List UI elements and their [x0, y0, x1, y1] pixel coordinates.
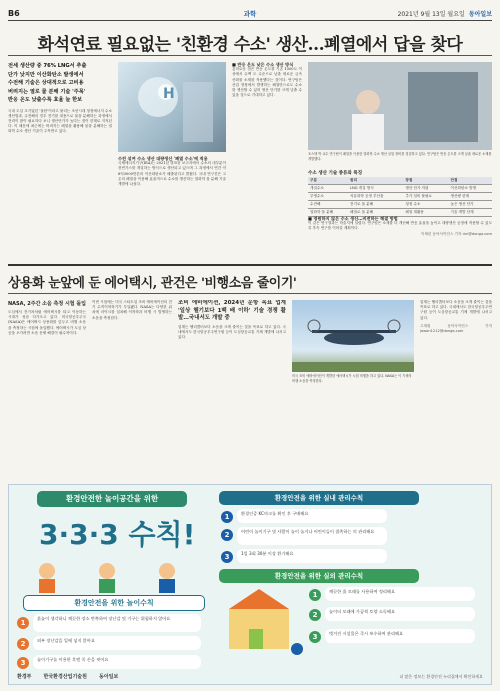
- lead-line: 전세 생산량 중 76% LNG서 추출: [8, 63, 87, 69]
- article1-body-col3: 흥미로운 점은 반응 온도를 기존 1500도 이상에서 수백 도 수준으로 낮춘 새로운 금속 산화물 소재를 적용했다는 것이다. 연구팀은 산업 현장에서 발생하는 폐열만으로도 수소를 생산할 수 있어 생산 단가를 크게 낮출 수 있을 것으로 기대하고 있다.: [232, 67, 302, 98]
- article2-col3: [178, 300, 286, 478]
- rule-number-icon: 3: [17, 657, 29, 669]
- lead-line: 수전해 기술은 상대적으로 고비용: [8, 80, 84, 86]
- ad-footer-note: 더 많은 정보는 환경안전 누리집에서 확인하세요: [399, 674, 483, 679]
- table-title: 수소 생산 기술 종류와 특징: [308, 171, 363, 176]
- lab-photo: [118, 62, 226, 152]
- ad-right-item: 환경인증 KC마크를 확인 후 구매해요: [237, 509, 387, 523]
- table-cell: 추가 설비 불필요: [403, 193, 448, 201]
- article1-body-col2: 국제에너지기구(IEA)는 2021년 발표한 보고서에서 수소의 대부분이 천연가스를 개질하는 방식으로 생산되고 있으며 그 과정에서 연간 약 8억3000만톤의 이산화탄소가 배출된다고 밝혔다. 국내 연구진은 고온의 폐열을 이용해 효율적으로 수소를 생산하는 열화학 물 분해 기술 개발에 나섰다.: [118, 161, 226, 187]
- table-row: [308, 193, 492, 201]
- article1-col4: [308, 216, 492, 256]
- sponsor-logo: 동아일보: [98, 674, 119, 680]
- rule-number-icon: 3: [221, 551, 233, 563]
- article1-lead-column: [8, 62, 112, 260]
- article2-body-col1: 도심에서 전기차처럼 에어택시를 타고 이동하는 시대가 성큼 다가오고 있다. 미국항공우주국(NASA)은 에어택시 상용화를 앞두고 비행 소음을 측정하는 시험에 돌입했다. 에어택시가 도심 상공을 오가려면 소음 문제 해결이 필수적이다.: [8, 310, 86, 335]
- rule-number-icon: 1: [17, 617, 29, 629]
- article2-body-col3: 업계는 헬리콥터보다 소음을 크게 줄이는 것을 목표로 하고 있다. 국내에서도 한국항공우주연구원 등이 도심항공교통 기체 개발에 나서고 있다.: [178, 324, 286, 339]
- ad-left-title2: 환경안전을 위한 놀이수칙: [23, 595, 205, 611]
- sponsor-logo: 환경부: [17, 674, 32, 680]
- table-header: 장점: [403, 177, 448, 185]
- researcher-photo: [308, 62, 492, 150]
- article1-col3: [232, 62, 302, 260]
- article1-body-col4: 이 같은 연구결과는 학술지에 실렸다. 연구팀은 소재를 더 개선해 반응 효율을 높이고 대량생산 공정에 적용할 수 있도록 후속 연구를 이어갈 계획이다.: [308, 221, 492, 231]
- table-cell: LNG 개질 방식: [348, 185, 403, 193]
- issue-date: 2021년 9월 13일 월요일: [397, 10, 465, 18]
- lab-photo-illustration: [118, 62, 226, 152]
- rule-number-icon: 2: [309, 609, 321, 621]
- ad-right-item: 깨끗한 흙 모래를 사용하여 정리해요: [325, 587, 475, 601]
- table-cell: 생산량 한계: [449, 193, 492, 201]
- table-cell: 수전해: [308, 201, 348, 209]
- rule-number-icon: 1: [221, 511, 233, 523]
- ad-left-item: 외부 장난감을 입에 넣지 않아요: [33, 636, 201, 650]
- air-taxi-caption: 미국 조비 에비에이션이 개발한 에어택시가 시험 비행을 하고 있다. NASA는 이 기체의 비행 소음을 측정한다.: [292, 374, 412, 383]
- page-number: B6: [8, 8, 20, 18]
- rule-number-icon: 1: [309, 589, 321, 601]
- headline2-rule: [8, 293, 492, 294]
- ad-right-item: 벗겨진 시설물은 즉시 보수하여 관리해요: [325, 629, 475, 643]
- ad-right-title2: 환경안전을 위한 실외 관리수칙: [219, 569, 419, 583]
- table-cell: 석유화학 공정 부산물: [348, 193, 403, 201]
- article1-lead: [8, 62, 112, 105]
- publication-name: 동아일보: [468, 10, 492, 18]
- air-taxi-illustration: [292, 300, 414, 372]
- rule-number-icon: 3: [309, 631, 321, 643]
- page-header: [8, 6, 492, 21]
- air-taxi-photo: [292, 300, 414, 372]
- table-cell: 기술 개발 단계: [449, 209, 492, 217]
- hydrogen-table: [308, 177, 492, 217]
- table-row: [308, 185, 492, 193]
- article1-body-col1: 국내 도입 초기였던 '물탄'이라고 불리는 조선시대 청정에너지 수소 생산법과, 수전해의 경우 전기를 대용으로 물을 분해하는 과정에서 전력이 많이 필요하다 보니 생산단가가 높다는 점이 한계로 지적된다. 이 때문에 최근에는 버려지는 폐열을 활용해 물을 분해하는 열화학 수소 생산 기술이 주목받고 있다.: [8, 108, 112, 134]
- article1-col2: [118, 156, 226, 260]
- section-divider: [8, 264, 492, 266]
- lead-line: 단가 낮지만 이산화탄소 발생에서: [8, 71, 84, 78]
- table-header: 원리: [348, 177, 403, 185]
- ad-right-item: 놀이터 모래에 가끔씩 토양 소독해요: [325, 607, 475, 621]
- article2-body-col2: 이번 시험에는 미국 스타트업 조비 에비에이션의 전기 수직이착륙기가 투입됐다. NASA는 다양한 위치에 마이크를 설치해 이착륙과 비행 시 발생하는 소음을 측정한다.: [92, 300, 172, 320]
- ad-left-item: 놀이기구를 이용한 후엔 꼭 손을 씻어요: [33, 655, 201, 669]
- table-cell: 청정 수소: [403, 201, 448, 209]
- rule-number-icon: 2: [221, 529, 233, 541]
- children-illustration: [17, 553, 207, 593]
- article2-body-col4: 업계는 헬리콥터보다 소음을 크게 줄이는 것을 목표로 하고 있다. 국내에서도 한국항공우주연구원 등이 도심항공교통 기체 개발에 나서고 있다.: [420, 300, 492, 320]
- table-row: [308, 201, 492, 209]
- ad-left-item: 흙놀이 생각하니 깨끗한 장소 반쪽하여 장난감 및 기구는 위험하지 않아요: [33, 614, 201, 632]
- article1-col4-sub: ■ 영원하지 않은 수소 생산…비전하는 해결 방법: [308, 216, 398, 221]
- lead-line: 반응 온도 낮출수록 효율 늘 한보: [8, 97, 83, 103]
- article2-col2: [92, 300, 172, 478]
- table-cell: 전기로 물 분해: [348, 201, 403, 209]
- table-cell: 폐열 재활용: [403, 209, 448, 217]
- researcher-photo-illustration: [308, 62, 492, 150]
- ad-right-title1: 환경안전을 위한 실내 관리수칙: [219, 491, 419, 505]
- table-cell: 부생수소: [308, 193, 348, 201]
- article2-col4: [420, 300, 492, 478]
- article1-byline: 이채린 동아사이언스 기자 rini@donga.com: [420, 231, 492, 236]
- article2-col1: [8, 300, 86, 478]
- ad-right-item: 어린이 놀이기구 및 사람이 놀이 놀거나 어린이들이 접촉하는 의 관리해요: [237, 527, 387, 545]
- article1-headline: 화석연료 필요없는 '친환경 수소' 생산…폐열에서 답을 찾다: [37, 35, 463, 55]
- table-header: 단점: [449, 177, 492, 185]
- ad-right-item: 1일 3회 30분 이상 환기해요: [237, 549, 387, 563]
- section-label: 과학: [243, 9, 257, 18]
- lead-line: 버려지는 열로 물 분해 기술 '주목': [8, 88, 86, 95]
- sponsor-logo: 한국환경산업기술원: [43, 674, 87, 680]
- rule-number-icon: 2: [17, 638, 29, 650]
- table-cell: 개질수소: [308, 185, 348, 193]
- article2-sub1: NASA, 2주간 소음 측정 시험 돌입: [8, 301, 86, 307]
- svg-text:H: H: [163, 86, 175, 102]
- article1-col3-sub: ■ 반응 온도 낮은 수소 생산 방식: [232, 62, 294, 67]
- table-header-row: [308, 177, 492, 185]
- headline-rule: [8, 55, 492, 56]
- article2-sub2: 조비 에비에이션, 2024년 운항 목표 업계 '일상 헬기보다 1백 배 이하' 기술 경쟁 활발…국내서도 개발 중: [178, 300, 286, 321]
- article1-col2-sub: 수전 섞여 수소 생산 대량생산 '폐열 수소'에 적용: [118, 156, 208, 161]
- table-cell: 열화학 물 분해: [308, 209, 348, 217]
- table-cell: 폐열로 물 분해: [348, 209, 403, 217]
- table-cell: 높은 생산 단가: [449, 201, 492, 209]
- table-cell: 이산화탄소 발생: [449, 185, 492, 193]
- table-header: 구분: [308, 177, 348, 185]
- ad-left-big: 3·3·3 수칙!: [39, 518, 196, 551]
- playground-illustration: [219, 589, 305, 663]
- ad-left-title: 환경안전한 놀이공간을 위한: [37, 491, 187, 507]
- sponsor-logos: [17, 673, 118, 680]
- advertisement: [8, 484, 492, 685]
- article2-byline: 고재원 동아사이언스 기자 jawon1212@donga.com: [420, 323, 492, 334]
- table-cell: 생산 단가 저렴: [403, 185, 448, 193]
- photo-caption: 포스텍 박 교수 연구팀이 폐열을 이용한 열화학 수소 생산 실험 장비를 점검하고 있다. 연구팀은 반응 온도를 크게 낮춘 새로운 소재를 개발했다.: [308, 152, 492, 161]
- article2-headline: 상용화 눈앞에 둔 에어택시, 관건은 '비행소음 줄이기': [8, 276, 297, 291]
